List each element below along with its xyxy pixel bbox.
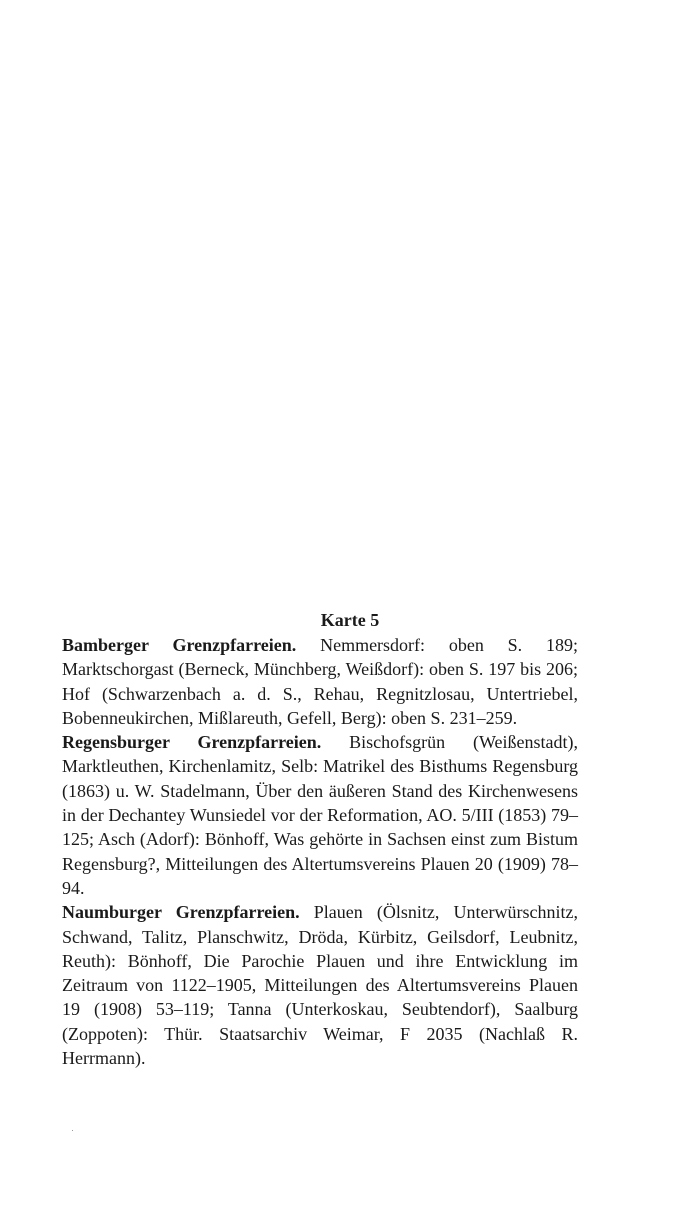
entry-body-bamberg: Nemmersdorf: oben S. 189; Marktschorgast (Berneck, Münchberg, Weißdorf): oben S. 197 bis 206; Hof (Schwarzenbach a. d. S., Rehau, Regnitzlosau, Untertriebel, Bobenneukirchen, Mißlareuth, Gefell, Berg): oben S. 231–259. [62,635,578,728]
entry-bamberg [62,633,578,730]
entry-lead-naumburg: Naumburger Grenzpfarreien. [62,902,300,923]
scan-speck [72,1130,73,1131]
entry-body-naumburg: Plauen (Ölsnitz, Unterwürschnitz, Schwand, Talitz, Planschwitz, Dröda, Kürbitz, Geilsdorf, Leubnitz, Reuth): Bönhoff, Die Parochie Plauen und ihre Entwicklung im Zeitraum von 1122–1905, Mitteilungen des Altertumsvereins Plauen 19 (1908) 53–119; Tanna (Unterkoskau, Seubtendorf), Saalburg (Zoppoten): Thür. Staatsarchiv Weimar, F 2035 (Nachlaß R. Herrmann). [62,902,578,1069]
map-heading: Karte 5 [320,610,380,630]
entries-section [62,633,578,1070]
entry-lead-bamberg: Bamberger Grenzpfarreien. [62,635,297,655]
entry-naumburg [62,900,578,1070]
entry-lead-regensburg: Regensburger Grenzpfarreien. [62,732,322,753]
entry-regensburg [62,730,578,900]
entry-body-regensburg: Bischofsgrün (Weißenstadt), Marktleuthen, Kirchenlamitz, Selb: Matrikel des Bisthums Regensburg (1863) u. W. Stadelmann, Über den äußeren Stand des Kirchenwesens in der Dechantey Wunsiedel vor der Reformation, AO. 5/III (1853) 79–125; Asch (Adorf): Bönhoff, Was gehörte in Sachsen einst zum Bistum Regensburg?, Mitteilungen des Altertumsvereins Plauen 20 (1909) 78–94. [62,732,578,898]
